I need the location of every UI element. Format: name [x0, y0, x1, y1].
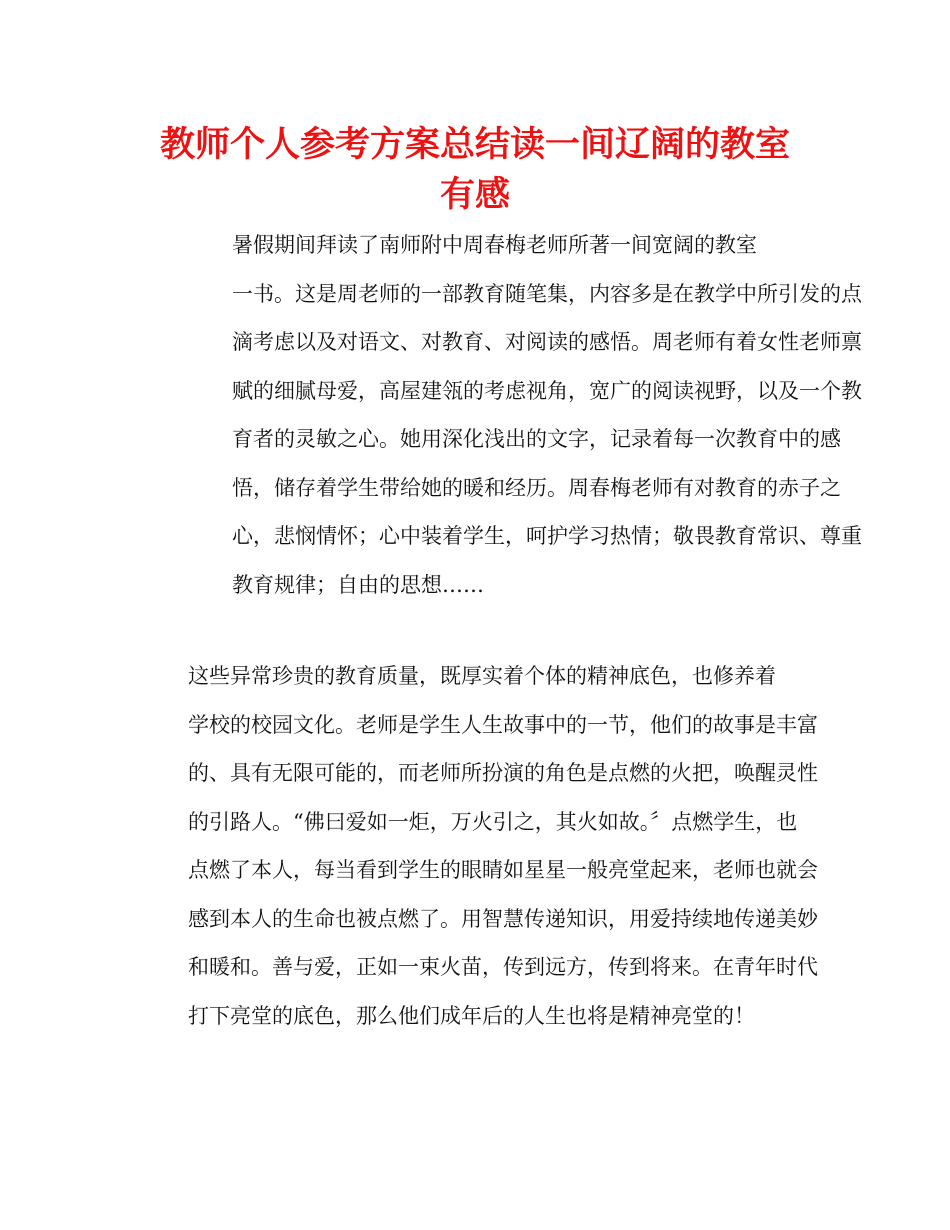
title-line-2: 有感	[439, 175, 510, 215]
paragraph-2	[146, 652, 818, 1040]
paragraph-1-line-3: 滴考虑以及对语文、对教育、对阅读的感悟。周老师有着女性老师禀	[232, 330, 862, 354]
paragraph-2-line-6: 感到本人的生命也被点燃了。用智慧传递知识，用爱持续地传递美妙	[188, 906, 818, 931]
paragraph-2-line-3: 的、具有无限可能的，而老师所扮演的角色是点燃的火把，唤醒灵性	[188, 761, 818, 785]
paragraph-1-line-6: 悟，储存着学生带给她的暖和经历。周春梅老师有对教育的赤子之	[232, 475, 841, 500]
paragraph-1-line-1: 暑假期间拜读了南师附中周春梅老师所著一间宽阔的教室	[232, 233, 757, 257]
paragraph-1	[146, 221, 862, 609]
document-title	[120, 120, 830, 220]
paragraph-2-line-5: 点燃了本人，每当看到学生的眼睛如星星一般亮堂起来，老师也就会	[188, 858, 818, 882]
title-line-1: 教师个人参考方案总结读一间辽阔的教室	[159, 125, 790, 165]
paragraph-2-line-4: 的引路人。“佛曰爱如一炬，万火引之，其火如故。〞点燃学生，也	[188, 809, 798, 834]
paragraph-2-line-2: 学校的校园文化。老师是学生人生故事中的一节，他们的故事是丰富	[188, 712, 818, 737]
paragraph-1-line-8: 教育规律；自由的思想……	[232, 572, 484, 597]
paragraph-2-line-1: 这些异常珍贵的教育质量，既厚实着个体的精神底色，也修养着	[188, 664, 776, 688]
paragraph-2-line-7: 和暖和。善与爱，正如一束火苗，传到远方，传到将来。在青年时代	[188, 955, 818, 979]
paragraph-1-line-2: 一书。这是周老师的一部教育随笔集，内容多是在教学中所引发的点	[232, 281, 862, 306]
paragraph-1-line-4: 赋的细腻母爱，高屋建瓴的考虑视角，宽广的阅读视野，以及一个教	[232, 378, 862, 403]
paragraph-1-line-5: 育者的灵敏之心。她用深化浅出的文字，记录着每一次教育中的感	[232, 427, 841, 451]
paragraph-1-line-7: 心，悲悯情怀；心中装着学生，呵护学习热情；敬畏教育常识、尊重	[232, 524, 862, 548]
paragraph-2-line-8: 打下亮堂的底色，那么他们成年后的人生也将是精神亮堂的！	[188, 1003, 755, 1028]
